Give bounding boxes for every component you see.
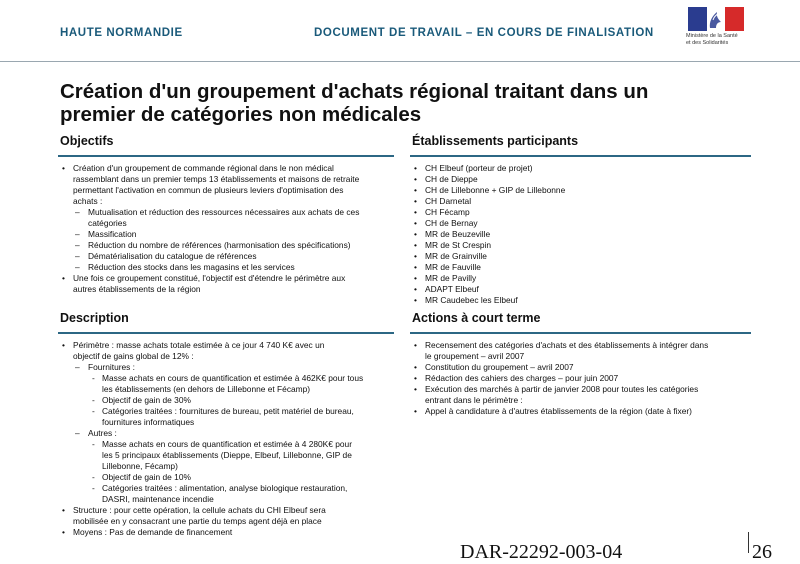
header-divider	[0, 61, 800, 62]
list-item: • Création d'un groupement de commande régional dans le non médical	[60, 163, 400, 174]
list-item: autres établissements de la région	[73, 284, 201, 294]
list-item: • MR de St Crespin	[412, 240, 752, 251]
description-heading: Description	[60, 311, 129, 325]
list-item: – Dématérialisation du catalogue de références	[60, 251, 400, 262]
list-item: • Une fois ce groupement constitué, l'objectif est d'étendre le périmètre aux	[60, 273, 400, 284]
etablissements-list	[412, 163, 752, 306]
description-list	[60, 340, 400, 538]
list-item: rassemblant dans un premier temps 13 établissements et maisons de retraite	[73, 174, 360, 184]
list-item: Lillebonne, Fécamp)	[102, 461, 178, 471]
list-item: • MR de Beuzeville	[412, 229, 752, 240]
list-item: • Périmètre : masse achats totale estimée à ce jour 4 740 K€ avec un	[60, 340, 400, 351]
actions-list	[412, 340, 752, 417]
page-title: Création d'un groupement d'achats régional traitant dans un premier de catégories non médicales	[60, 80, 649, 126]
list-item: • ADAPT Elbeuf	[412, 284, 752, 295]
list-item: • CH de Lillebonne + GIP de Lillebonne	[412, 185, 752, 196]
list-item: les 5 principaux établissements (Dieppe, Elbeuf, Lillebonne, GIP de	[102, 450, 352, 460]
list-item: • Constitution du groupement – avril 2007	[412, 362, 752, 373]
list-item: • MR de Grainville	[412, 251, 752, 262]
list-item: objectif de gains global de 12% :	[73, 351, 194, 361]
list-item: achats :	[73, 196, 103, 206]
list-item: – Fournitures :	[60, 362, 400, 373]
list-item: • Appel à candidature à d'autres établissements de la région (date à fixer)	[412, 406, 752, 417]
list-item: - Catégories traitées : alimentation, analyse biologique restauration,	[60, 483, 400, 494]
actions-heading: Actions à court terme	[412, 311, 541, 325]
footer-page-number: 26	[752, 541, 772, 563]
list-item: mobilisée en y consacrant une partie du temps agent déjà en place	[73, 516, 322, 526]
list-item: le groupement – avril 2007	[425, 351, 525, 361]
list-item: • CH Darnetal	[412, 196, 752, 207]
list-item: • CH de Bernay	[412, 218, 752, 229]
list-item: • CH Fécamp	[412, 207, 752, 218]
header-status: DOCUMENT DE TRAVAIL – EN COURS DE FINALISATION	[314, 27, 654, 39]
list-item: • MR de Pavilly	[412, 273, 752, 284]
list-item: entrant dans le périmètre :	[425, 395, 523, 405]
list-item: • MR de Fauville	[412, 262, 752, 273]
list-item: • Recensement des catégories d'achats et des établissements à intégrer dans	[412, 340, 752, 351]
list-item: • Moyens : Pas de demande de financement	[60, 527, 400, 538]
list-item: - Objectif de gain de 30%	[60, 395, 400, 406]
objectifs-rule	[58, 155, 394, 157]
etablissements-heading: Établissements participants	[412, 134, 579, 148]
list-item: les établissements (en dehors de Lillebonne et Fécamp)	[102, 384, 311, 394]
description-rule	[58, 332, 394, 334]
objectifs-heading: Objectifs	[60, 134, 114, 148]
list-item: – Autres :	[60, 428, 400, 439]
list-item: – Mutualisation et réduction des ressources nécessaires aux achats de ces	[60, 207, 400, 218]
list-item: - Masse achats en cours de quantification et estimée à 462K€ pour tous	[60, 373, 400, 384]
header-region: HAUTE NORMANDIE	[60, 27, 183, 39]
list-item: • Rédaction des cahiers des charges – pour juin 2007	[412, 373, 752, 384]
list-item: • CH de Dieppe	[412, 174, 752, 185]
marianne-icon	[704, 8, 726, 30]
actions-rule	[410, 332, 751, 334]
etablissements-rule	[410, 155, 751, 157]
list-item: • Exécution des marchés à partir de janvier 2008 pour toutes les catégories	[412, 384, 752, 395]
footer-divider	[748, 532, 749, 553]
list-item: - Catégories traitées : fournitures de bureau, petit matériel de bureau,	[60, 406, 400, 417]
list-item: - Masse achats en cours de quantification et estimée à 4 280K€ pour	[60, 439, 400, 450]
ministry-logo	[686, 5, 748, 57]
page-header	[0, 0, 800, 62]
list-item: – Réduction du nombre de références (harmonisation des spécifications)	[60, 240, 400, 251]
list-item: • CH Elbeuf (porteur de projet)	[412, 163, 752, 174]
list-item: DASRI, maintenance incendie	[102, 494, 214, 504]
list-item: permettant l'activation en commun de plusieurs leviers d'optimisation des	[73, 185, 344, 195]
objectifs-list	[60, 163, 400, 295]
list-item: - Objectif de gain de 10%	[60, 472, 400, 483]
list-item: – Massification	[60, 229, 400, 240]
list-item: catégories	[88, 218, 127, 228]
list-item: – Réduction des stocks dans les magasins et les services	[60, 262, 400, 273]
list-item: fournitures informatiques	[102, 417, 195, 427]
logo-caption: Ministère de la Santé et des Solidarités	[686, 33, 738, 46]
footer-document-code: DAR-22292-003-04	[460, 541, 623, 563]
list-item: • MR Caudebec les Elbeuf	[412, 295, 752, 306]
list-item: • Structure : pour cette opération, la cellule achats du CHI Elbeuf sera	[60, 505, 400, 516]
